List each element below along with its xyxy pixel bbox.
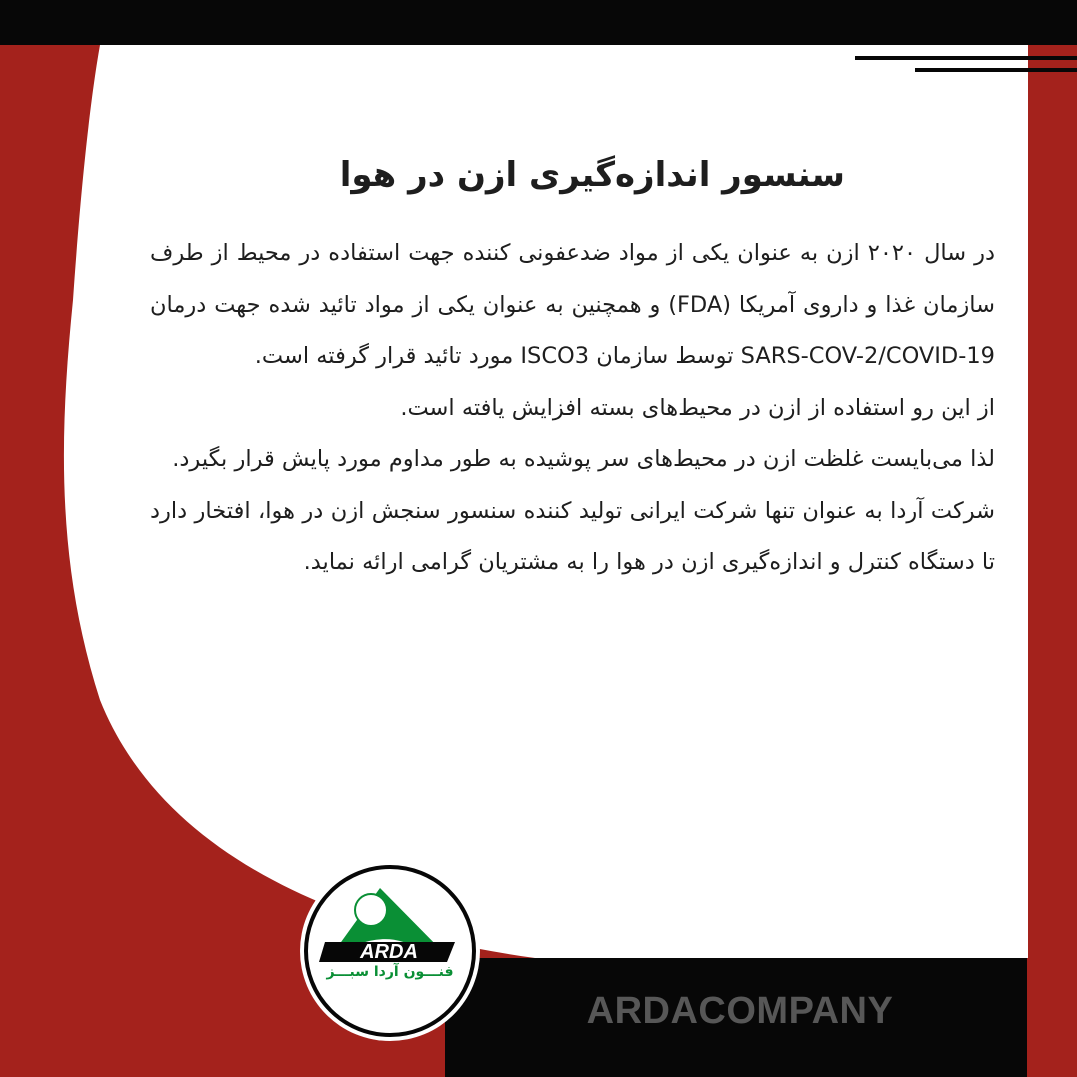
- accent-line-top: [855, 56, 1077, 60]
- paragraph: لذا می‌بایست غلظت ازن در محیط‌های سر پوشیده به طور مداوم مورد پایش قرار بگیرد.: [172, 446, 995, 472]
- article-body: [150, 228, 995, 589]
- paragraph: از این رو استفاده از ازن در محیط‌های بسته افزایش یافته است.: [400, 394, 995, 421]
- logo-caption: فنـــون آردا سبـــز: [326, 964, 454, 980]
- page-title: سنسور اندازه‌گیری ازن در هوا: [339, 155, 845, 195]
- arda-logo: [297, 858, 483, 1044]
- accent-line-bottom: [915, 68, 1077, 72]
- paragraph: شرکت آردا به عنوان تنها شرکت ایرانی تولید کننده سنسور سنجش ازن در هوا، افتخار دارد تا دستگاه کنترل و اندازه‌گیری ازن در هوا را به مشتریان گرامی ارائه نماید.: [150, 497, 995, 575]
- top-bar: [0, 0, 1077, 45]
- logo-wordmark: ARDA: [360, 941, 418, 963]
- company-name: ARDACOMPANY: [586, 990, 894, 1032]
- sun-icon: [355, 894, 387, 926]
- paragraph: در سال ۲۰۲۰ ازن به عنوان یکی از مواد ضدعفونی کننده جهت استفاده در محیط از طرف سازمان غذا و داروی آمریکا (FDA) و همچنین به عنوان یکی از مواد تائید شده جهت درمان SARS-COV-2/COVID-19 توسط سازمان ISCO3 مورد تائید قرار گرفته است.: [150, 240, 995, 369]
